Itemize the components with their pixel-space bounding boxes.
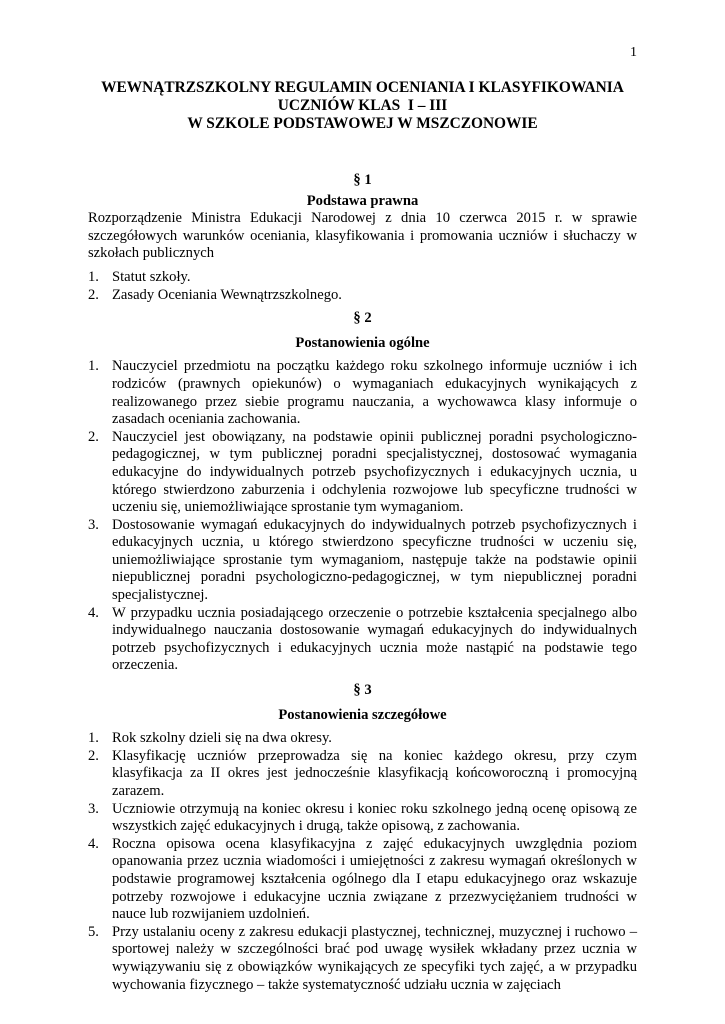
- section-2-title: Postanowienia ogólne: [295, 334, 430, 351]
- list-item-number: 5.: [88, 923, 99, 940]
- section-1-title: Podstawa prawna: [306, 192, 419, 209]
- section-3-title: Postanowienia szczegółowe: [278, 706, 447, 723]
- section-2-number: § 2: [353, 310, 372, 327]
- list-item-text: Zasady Oceniania Wewnątrzszkolnego.: [112, 286, 342, 303]
- list-item: [88, 287, 637, 305]
- list-item: [88, 801, 637, 836]
- list-item-text: Nauczyciel przedmiotu na początku każdego roku szkolnego informuje uczniów i ich rodziców (prawnych opiekunów) o wymaganiach edukacyjnych wynikających z realizowanego przez siebie programu nauczania, a wychowawca klasy informuje o zasadach oceniania zachowania.: [112, 358, 637, 428]
- list-item-text: Roczna opisowa ocena klasyfikacyjna z zajęć edukacyjnych uwzględnia poziom opanowania przez ucznia wiadomości i umiejętności z zakresu wymagań określonych w podstawie programowej kształcenia ogólnego dla I etapu edukacyjnego oraz wskazuje potrzeby rozwojowe i edukacyjne ucznia związane z przezwyciężaniem trudności w nauce lub rozwijaniem uzdolnień.: [112, 835, 637, 923]
- list-item: [88, 269, 637, 287]
- list-item-text: Rok szkolny dzieli się na dwa okresy.: [112, 730, 332, 747]
- section-1-list: [88, 269, 637, 304]
- list-item-text: Klasyfikację uczniów przeprowadza się na koniec każdego okresu, przy czym klasyfikacja za II okres jest jednocześnie klasyfikacją końcoworoczną i promocyjną zarazem.: [112, 747, 637, 799]
- section-1-paragraph: Rozporządzenie Ministra Edukacji Narodowej z dnia 10 czerwca 2015 r. w sprawie szczegółowych warunków oceniania, klasyfikowania i promowania uczniów i słuchaczy w szkołach publicznych: [88, 210, 637, 262]
- list-item: [88, 429, 637, 517]
- list-item-number: 2.: [88, 286, 99, 303]
- section-3-number: § 3: [353, 682, 372, 699]
- list-item-text: Uczniowie otrzymują na koniec okresu i koniec roku szkolnego jedną ocenę opisową ze wszystkich zajęć edukacyjnych i drugą, także opisową, z zachowania.: [112, 800, 637, 835]
- list-item-number: 3.: [88, 516, 99, 533]
- list-item-text: Statut szkoły.: [112, 268, 191, 285]
- document-body: [88, 172, 637, 994]
- list-item: [88, 748, 637, 801]
- title-line-2: UCZNIÓW KLAS I – III: [277, 97, 448, 115]
- list-item: [88, 517, 637, 605]
- list-item-number: 1.: [88, 268, 99, 285]
- list-item: [88, 730, 637, 748]
- list-item-number: 1.: [88, 358, 99, 375]
- list-item-text: Nauczyciel jest obowiązany, na podstawie opinii publicznej poradni psychologiczno-pedagogicznej, w tym publicznej poradni specjalistycznej, dostosować wymagania edukacyjne do indywidualnych potrzeb psychofizycznych i edukacyjnych ucznia, u którego stwierdzono zaburzenia i odchylenia rozwojowe lub specyficzne trudności w uczeniu się, uniemożliwiające sprostanie tym wymaganiom.: [112, 428, 637, 516]
- document-title: [88, 79, 637, 134]
- list-item: [88, 924, 637, 994]
- list-item-number: 3.: [88, 800, 99, 817]
- list-item-number: 4.: [88, 604, 99, 621]
- list-item: [88, 605, 637, 675]
- section-2-list: [88, 358, 637, 675]
- list-item-number: 1.: [88, 730, 99, 747]
- title-line-3: W SZKOLE PODSTAWOWEJ W MSZCZONOWIE: [187, 115, 538, 133]
- list-item: [88, 836, 637, 924]
- list-item: [88, 358, 637, 428]
- list-item-number: 4.: [88, 835, 99, 852]
- list-item-text: Dostosowanie wymagań edukacyjnych do indywidualnych potrzeb psychofizycznych i edukacyjnych ucznia, u którego stwierdzono specyficzne trudności w uczeniu się, uniemożliwiające sprostanie tym wymaganiom, następuje także na podstawie opinii niepublicznej poradni psychologiczno-pedagogicznej, w tym niepublicznej poradni specjalistycznej.: [112, 516, 637, 604]
- list-item-number: 2.: [88, 747, 99, 764]
- list-item-number: 2.: [88, 428, 99, 445]
- title-line-1: WEWNĄTRZSZKOLNY REGULAMIN OCENIANIA I KLASYFIKOWANIA: [101, 79, 624, 96]
- list-item-text: W przypadku ucznia posiadającego orzeczenie o potrzebie kształcenia specjalnego albo indywidualnego nauczania dostosowanie wymagań edukacyjnych do indywidualnych potrzeb psychofizycznych i edukacyjnych ucznia może nastąpić na podstawie tego orzeczenia.: [112, 604, 637, 674]
- section-1-number: § 1: [353, 172, 372, 188]
- section-3-list: [88, 730, 637, 994]
- page-number: 1: [630, 45, 637, 60]
- list-item-text: Przy ustalaniu oceny z zakresu edukacji plastycznej, technicznej, muzycznej i ruchowo – sportowej należy w szczególności brać pod uwagę wysiłek wkładany przez ucznia w wywiązywaniu się z obowiązków wynikających ze specyfiki tych zajęć, a w przypadku wychowania fizycznego – także systematyczność udziału ucznia w zajęciach: [112, 923, 637, 993]
